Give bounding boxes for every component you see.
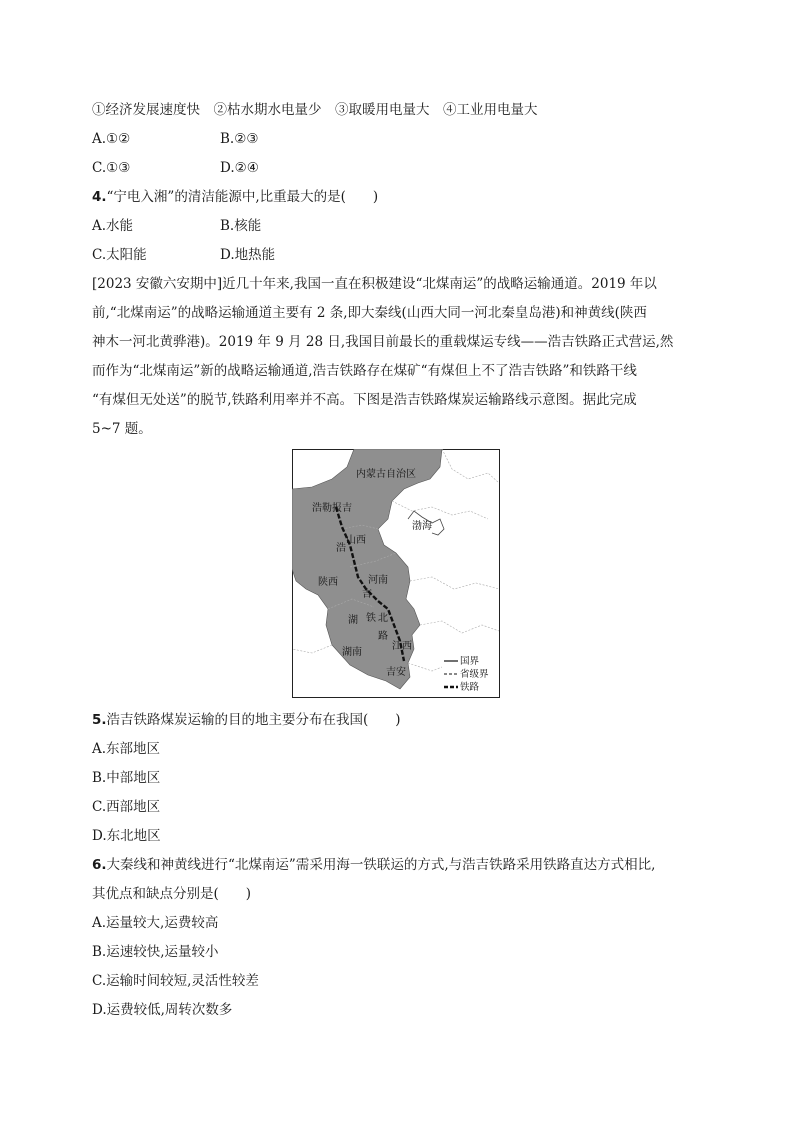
label-hunan: 湖南 bbox=[342, 647, 362, 658]
q5-option-b[interactable]: B.中部地区 bbox=[92, 770, 161, 786]
q6-option-a[interactable]: A.运量较大,运费较高 bbox=[92, 915, 219, 931]
legend-railway: 铁路 bbox=[460, 682, 480, 693]
label-shanxi: 山西 bbox=[346, 535, 366, 546]
q6-number: 6. bbox=[92, 857, 107, 873]
label-shaanxi: 陕西 bbox=[318, 577, 338, 588]
q5-option-d[interactable]: D.东北地区 bbox=[92, 828, 161, 844]
q3-option-a[interactable]: A.①② bbox=[92, 131, 131, 147]
q5-text: 浩吉铁路煤炭运输的目的地主要分布在我国( ) bbox=[106, 712, 401, 728]
label-tie: 铁 bbox=[366, 613, 376, 624]
label-lu: 路 bbox=[378, 631, 388, 642]
passage-line-1: [2023 安徽六安期中]近几十年来,我国一直在积极建设“北煤南运”的战略运输通道。2019 年以 bbox=[92, 276, 657, 292]
label-hubei-a: 湖 bbox=[348, 615, 358, 626]
q6-option-b[interactable]: B.运速较快,运量较小 bbox=[92, 944, 219, 960]
label-ji: 吉 bbox=[362, 589, 372, 600]
label-bohai: 渤海 bbox=[412, 521, 432, 532]
haoji-railway-map bbox=[292, 449, 500, 698]
q3-option-c[interactable]: C.①③ bbox=[92, 160, 131, 176]
q6-text-1: 大秦线和神黄线进行“北煤南运”需采用海一铁联运的方式,与浩吉铁路采用铁路直达方式相比, bbox=[106, 857, 656, 873]
label-henan: 河南 bbox=[368, 575, 388, 586]
q4-stem bbox=[92, 187, 378, 207]
q3-option-d[interactable]: D.②④ bbox=[220, 160, 259, 176]
q4-option-b[interactable]: B.核能 bbox=[220, 218, 262, 234]
q3-option-b[interactable]: B.②③ bbox=[220, 131, 259, 147]
passage-line-2: 前,“北煤南运”的战略运输通道主要有 2 条,即大秦线(山西大同一河北秦皇岛港)和神黄线(陕西 bbox=[92, 305, 647, 321]
q4-text: “宁电入湘”的清洁能源中,比重最大的是( ) bbox=[106, 189, 379, 205]
map-svg bbox=[292, 449, 500, 698]
q6-stem-line-1 bbox=[92, 855, 655, 875]
q6-option-d[interactable]: D.运费较低,周转次数多 bbox=[92, 1002, 233, 1018]
legend-provincial-border: 省级界 bbox=[460, 669, 489, 680]
passage-line-5: “有煤但无处送”的脱节,铁路利用率并不高。下图是浩吉铁路煤炭运输路线示意图。据此完成 bbox=[92, 392, 637, 408]
label-hubei-b: 北 bbox=[378, 613, 388, 624]
q3-items: ①经济发展速度快 ②枯水期水电量少 ③取暖用电量大 ④工业用电量大 bbox=[92, 102, 538, 118]
q5-option-c[interactable]: C.西部地区 bbox=[92, 799, 161, 815]
label-jiangxi: 江西 bbox=[392, 641, 412, 652]
passage-line-3: 神木一河北黄骅港)。2019 年 9 月 28 日,我国目前最长的重载煤运专线——浩吉铁路正式营运,然 bbox=[92, 334, 674, 350]
q4-option-d[interactable]: D.地热能 bbox=[220, 247, 276, 263]
q5-number: 5. bbox=[92, 712, 107, 728]
q6-option-c[interactable]: C.运输时间较短,灵活性较差 bbox=[92, 973, 259, 989]
q4-option-c[interactable]: C.太阳能 bbox=[92, 247, 147, 263]
q5-option-a[interactable]: A.东部地区 bbox=[92, 741, 161, 757]
label-jian: 吉安 bbox=[386, 667, 406, 678]
passage-line-6: 5~7 题。 bbox=[92, 421, 152, 437]
passage-line-4: 而作为“北煤南运”新的战略运输通道,浩吉铁路存在煤矿“有煤但上不了浩吉铁路”和铁路干线 bbox=[92, 363, 637, 379]
label-haolebaoji: 浩勒报吉 bbox=[312, 503, 352, 514]
q5-stem bbox=[92, 710, 401, 730]
q4-number: 4. bbox=[92, 189, 107, 205]
legend-national-border: 国界 bbox=[460, 656, 480, 667]
label-hao: 浩 bbox=[336, 543, 346, 554]
q6-stem-line-2: 其优点和缺点分别是( ) bbox=[92, 886, 252, 902]
label-inner-mongolia: 内蒙古自治区 bbox=[356, 469, 416, 480]
q4-option-a[interactable]: A.水能 bbox=[92, 218, 134, 234]
